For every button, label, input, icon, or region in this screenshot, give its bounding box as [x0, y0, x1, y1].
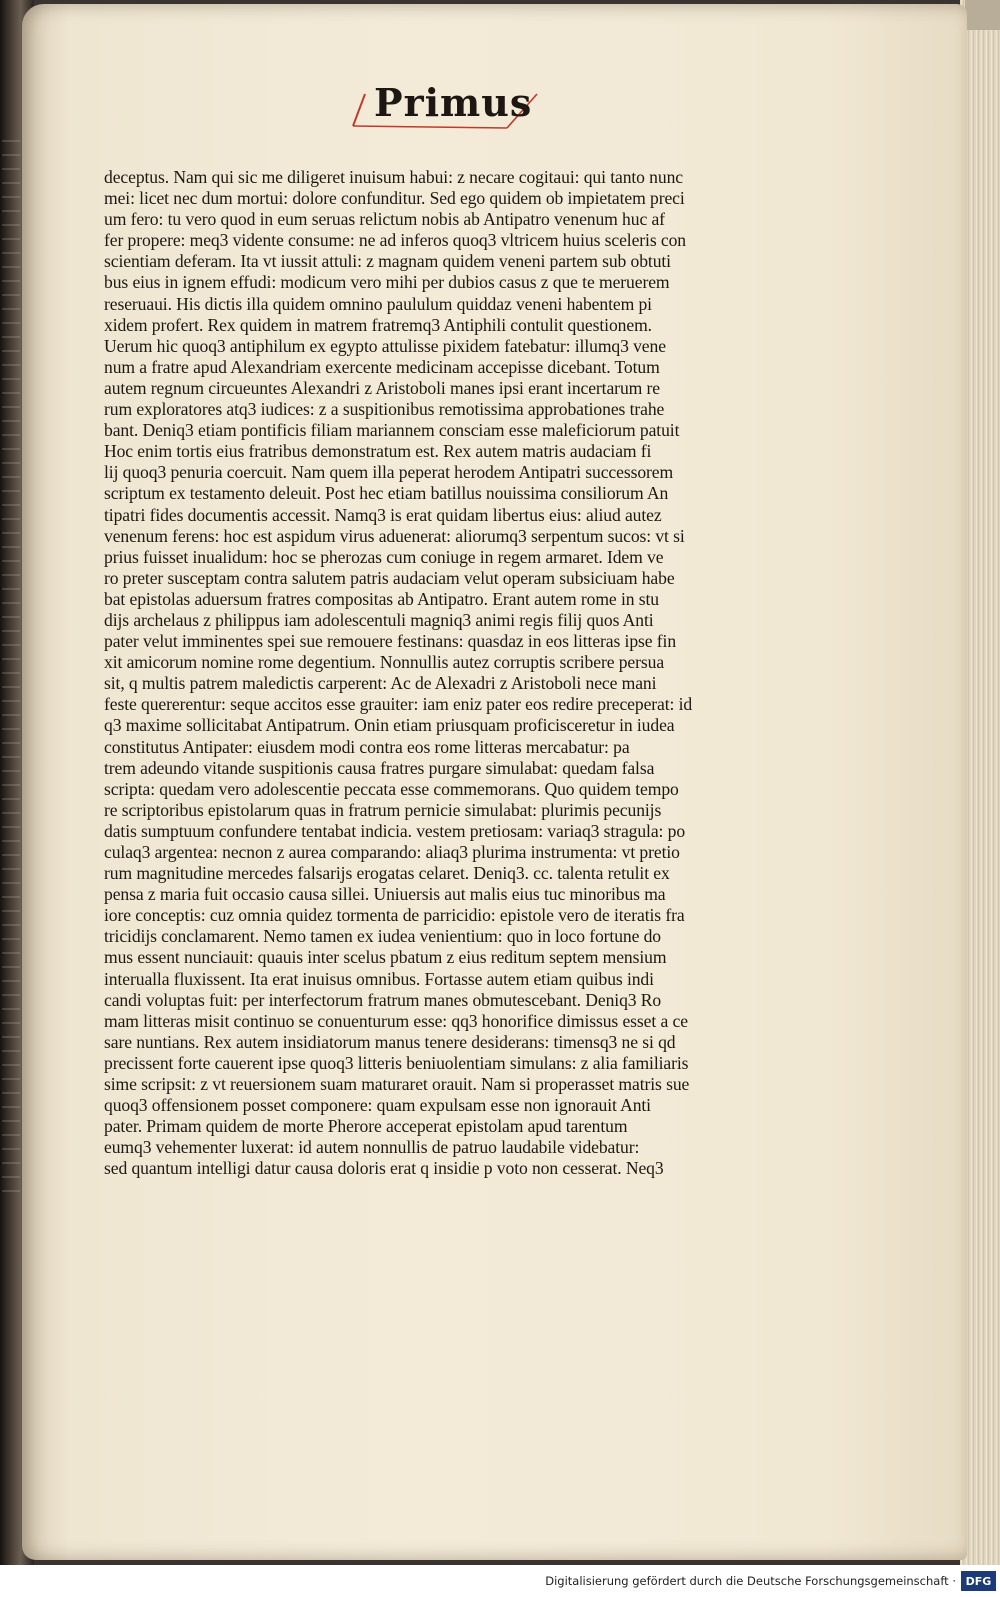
text-line: xidem profert. Rex quidem in matrem fratremq3 Antiphili contulit questionem.	[104, 314, 652, 335]
text-line: mam litteras misit continuo se conuenturum esse: qq3 honorifice dimissus esset a ce	[104, 1010, 688, 1031]
text-line: sime scripsit: z vt reuersionem suam maturaret orauit. Nam si properasset matris sue	[104, 1074, 690, 1095]
text-line: reseruaui. His dictis illa quidem omnino paululum quiddaz veneni habentem pi	[104, 293, 652, 314]
text-line: lij quoq3 penuria coercuit. Nam quem illa peperat herodem Antipatri successorem	[104, 462, 674, 483]
text-line: eumq3 vehementer luxerat: id autem nonnullis de patruo laudabile videbatur:	[104, 1137, 640, 1158]
text-line: ro preter susceptam contra salutem patris audaciam velut operam subsiciuam habe	[104, 567, 675, 588]
dfg-logo: DFG	[961, 1571, 996, 1591]
text-line: tricidijs conclamarent. Nemo tamen ex iudea venientium: quo in loco fortune do	[104, 926, 661, 947]
text-line: sare nuntians. Rex autem insidiatorum manus tenere desiderans: timensq3 ne si qd	[104, 1031, 676, 1052]
text-line: quoq3 offensionem posset componere: quam expulsam esse non ignorauit Anti	[104, 1095, 651, 1116]
text-line: trem adeundo vitande suspitionis causa fratres purgare simulabat: quedam falsa	[104, 757, 655, 778]
text-line: venenum ferens: hoc est aspidum virus aduenerat: aliorumq3 serpentum sucos: vt si	[104, 525, 685, 546]
text-line: bat epistolas aduersum fratres compositas ab Antipatro. Erant autem rome in stu	[104, 588, 659, 609]
text-line: datis sumptuum confundere tentabat indicia. vestem pretiosam: variaq3 stragula: po	[104, 820, 686, 841]
text-line: xit amicorum nomine rome degentium. Nonnullis autez corruptis scribere persua	[104, 652, 665, 673]
footer-bar	[0, 1565, 1000, 1597]
text-line: mus essent nunciauit: quauis inter scelus pbatum z eius reditum septem mensium	[104, 947, 667, 968]
text-line: prius fuisset inualidum: hoc se pherozas cum coniuge in regem armaret. Idem ve	[104, 546, 664, 567]
text-line: tipatri fides documentis accessit. Namq3 is erat quidam libertus eius: aliud autez	[104, 504, 662, 525]
text-line: precissent forte cauerent ipse quoq3 litteris beniuolentiam simulans: z alia familiaris	[104, 1052, 689, 1073]
text-line: scriptum ex testamento deleuit. Post hec etiam batillus nouissima consiliorum An	[104, 483, 669, 504]
text-line: bus eius in ignem effudi: modicum vero mihi per dubios casus z que te meruerem	[104, 272, 670, 293]
text-block	[104, 167, 744, 1180]
text-line: feste quererentur: seque accitos esse grauiter: iam eniz pater eos redire preceperat: id	[104, 694, 693, 715]
text-line: culaq3 argentea: necnon z aurea comparando: aliaq3 plurima instrumenta: vt pretio	[104, 842, 680, 862]
text-line: interualla fluxissent. Ita erat inuisus omnibus. Fortasse autem etiam quibus indi	[104, 968, 654, 989]
text-line: bant. Deniq3 etiam pontificis filiam mariannem consciam esse maleficiorum patuit	[104, 420, 680, 441]
text-line: deceptus. Nam qui sic me diligeret inuisum habui: z necare cogitaui: qui tanto nunc	[104, 167, 683, 187]
footer-credit: Digitalisierung gefördert durch die Deutsche Forschungsgemeinschaft ·	[545, 1574, 956, 1588]
text-line: rum magnitudine mercedes falsarijs erogatas celaret. Deniq3. cc. talenta retulit ex	[104, 863, 670, 884]
text-line: constitutus Antipater: eiusdem modi contra eos rome litteras mercabatur: pa	[104, 736, 630, 757]
text-line: sit, q multis patrem maledictis carperent: Ac de Alexadri z Aristoboli nece mani	[104, 673, 657, 694]
text-line: candi voluptas fuit: per interfectorum fratrum manes obmutescebant. Deniq3 Ro	[104, 989, 662, 1010]
text-line: autem regnum circueuntes Alexandri z Aristoboli manes ipsi erant incertarum re	[104, 377, 660, 398]
text-line: fer propere: meq3 vidente consume: ne ad inferos quoq3 vltricem huius sceleris con	[104, 230, 686, 251]
page-stack-top	[965, 0, 1000, 30]
text-line: scientiam deferam. Ita vt iussit attuli: z magnam quidem veneni partem sub obtuti	[104, 251, 671, 272]
text-line: pensa z maria fuit occasio causa sillei. Uniuersis aut malis eius tuc minoribus ma	[104, 884, 666, 905]
text-line: num a fratre apud Alexandriam exercente medicinam accepisse dicebant. Totum	[104, 356, 660, 377]
text-line: pater. Primam quidem de morte Pherore acceperat epistolam apud tarentum	[104, 1116, 628, 1137]
text-line: dijs archelaus z philippus iam adolescentuli magniq3 animi regis filij quos Anti	[104, 609, 654, 630]
text-line: scripta: quedam vero adolescentie peccata esse commemorans. Quo quidem tempo	[104, 778, 679, 799]
text-line: mei: licet nec dum mortui: dolore confunditur. Sed ego quidem ob impietatem preci	[104, 188, 685, 209]
text-line: um fero: tu vero quod in eum seruas relictum nobis ab Antipatro venenum huc af	[104, 209, 665, 230]
text-line: pater velut imminentes spei sue remouere festinans: quasdaz in eos litteras ipse fin	[104, 631, 677, 652]
text-line: sed quantum intelligi datur causa doloris erat q insidie p voto non cesserat. Neq3	[104, 1158, 664, 1179]
paper-page	[22, 4, 967, 1560]
text-line: q3 maxime sollicitabat Antipatrum. Onin etiam priusquam proficisceretur in iudea	[104, 715, 675, 736]
page-heading: Primus	[374, 80, 533, 125]
text-line: re scriptoribus epistolarum quas in fratrum pernicie simulabat: plurimis pecunijs	[104, 799, 662, 820]
text-line: Uerum hic quoq3 antiphilum ex egypto attulisse pixidem fatebatur: illumq3 vene	[104, 335, 666, 356]
text-line: Hoc enim tortis eius fratribus demonstratum est. Rex autem matris audaciam fi	[104, 441, 652, 462]
text-line: iore conceptis: cuz omnia quidez tormenta de parricidio: epistole vero de iteratis fra	[104, 905, 685, 926]
facing-page-edge	[2, 140, 20, 1200]
text-line: rum exploratores atq3 iudices: z a suspitionibus remotissima approbationes trahe	[104, 399, 665, 420]
